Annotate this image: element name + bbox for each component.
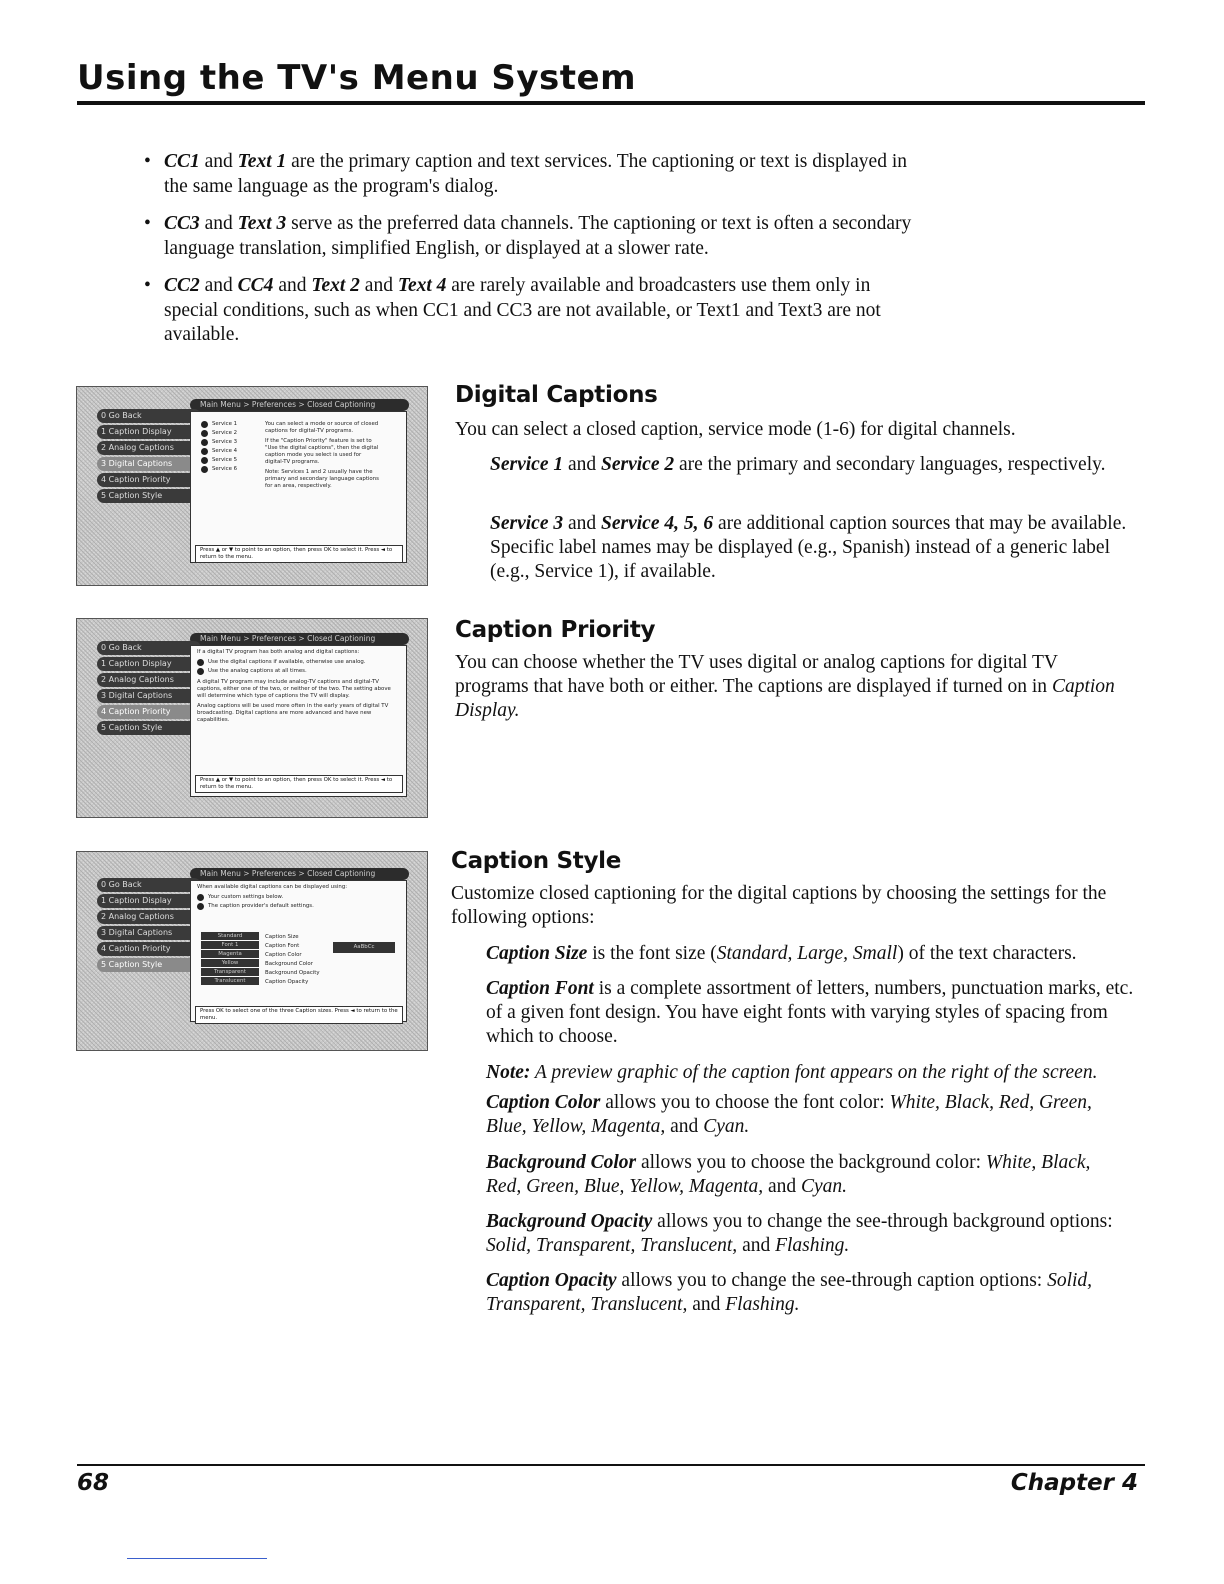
setting-value[interactable]: Magenta [201,950,259,958]
screen-header: Main Menu > Preferences > Closed Captioning [190,399,409,411]
option-list: When available digital captions can be displayed using: Your custom settings below. The caption provider's default settings. [197,884,391,912]
footer-rule [77,1464,1145,1466]
radio-icon [197,894,204,901]
option[interactable]: Your custom settings below. [197,894,391,901]
option[interactable]: The caption provider's default settings. [197,903,391,910]
style-note: Note: A preview graphic of the caption font appears on the right of the screen. [486,1062,1098,1083]
menu-item[interactable]: 5 Caption Style [97,489,201,503]
radio-icon [201,430,208,437]
setting-value[interactable]: Standard [201,932,259,940]
caption-opacity-desc: Caption Opacity allows you to change the see-through caption options: Solid, Transparent, Translucent, and Flashing. [486,1270,1093,1315]
setting-value[interactable]: Yellow [201,959,259,967]
help-text: You can select a mode or source of closed captions for digital-TV programs. If the "Caption Priority" feature is set to "Use the digital captions", then the digital caption mode you select is used for digital-TV programs. Note: Services 1 and 2 usually have the primary and secondary language captions for an area, respectively. [265,421,379,489]
menu-item[interactable]: 4 Caption Priority [97,473,201,487]
menu-item[interactable]: 3 Digital Captions [97,926,201,940]
menu-item[interactable]: 4 Caption Priority [97,705,201,719]
screenshot-caption-style [76,851,428,1051]
radio-icon [197,668,204,675]
bullet-cc2: • CC2 and CC4 and Text 2 and Text 4 are rarely available and broadcasters use them only in special conditions, such as when CC1 and CC3 are not available, or Text1 and Text3 are not available. [144,274,914,348]
side-menu [97,641,201,737]
option[interactable]: Service 4 [201,448,263,455]
menu-item[interactable]: 3 Digital Captions [97,689,201,703]
caption-color-desc: Caption Color allows you to choose the font color: White, Black, Red, Green, Blue, Yellow, Magenta, and Cyan. [486,1092,1092,1137]
menu-item[interactable]: 0 Go Back [97,878,201,892]
radio-icon [201,457,208,464]
option[interactable]: Service 6 [201,466,263,473]
setting-value[interactable]: Transparent [201,968,259,976]
menu-item[interactable]: 5 Caption Style [97,958,201,972]
screen-footer: Press ▲ or ▼ to point to an option, then press OK to select it. Press ◄ to return to the menu. [195,775,403,793]
section-heading-caption-priority: Caption Priority [455,617,656,643]
caption-font-desc: Caption Font is a complete assortment of letters, numbers, punctuation marks, etc. of a given font design. You have eight fonts with varying styles of spacing from which to choose. [486,978,1134,1047]
side-menu [97,409,201,505]
menu-item[interactable]: 3 Digital Captions [97,457,201,471]
menu-item[interactable]: 2 Analog Captions [97,910,201,924]
screen-footer: Press OK to select one of the three Caption sizes. Press ◄ to return to the menu. [195,1006,403,1024]
radio-icon [201,421,208,428]
screenshot-caption-priority [76,618,428,818]
option[interactable]: Service 1 [201,421,263,428]
bullet-list [144,150,914,361]
digital-intro: You can select a closed caption, service mode (1-6) for digital channels. [455,419,1016,440]
setting-labels: Caption Size Caption Font Caption Color Background Color Background Opacity Caption Opacity [265,934,320,985]
option[interactable]: Use the digital captions if available, otherwise use analog. [197,659,391,666]
menu-item[interactable]: 1 Caption Display [97,657,201,671]
option-list [201,421,263,475]
menu-item[interactable]: 0 Go Back [97,409,201,423]
option[interactable]: Service 5 [201,457,263,464]
help-text: If a digital TV program has both analog and digital captions: Use the digital captions if available, otherwise use analog. Use the analog captions at all times. A digital TV program may include analog-TV captions and digital-TV captions, either one of the two, or neither of the two. The setting above will determine which type of captions the TV will display. Analog captions will be used more often in the early years of digital TV broadcasting. Digital captions are more advanced and have new capabilities. [197,649,391,723]
radio-icon [197,659,204,666]
title-rule [77,101,1145,105]
side-menu [97,878,201,974]
priority-text: You can choose whether the TV uses digital or analog captions for digital TV programs that have both or either. The captions are displayed if turned on in Caption Display. [455,652,1115,721]
screen-header: Main Menu > Preferences > Closed Captioning [190,633,409,645]
bullet-cc1: • CC1 and Text 1 are the primary caption and text services. The captioning or text is displayed in the same language as the program's dialog. [144,150,914,199]
option[interactable]: Use the analog captions at all times. [197,668,391,675]
option[interactable]: Service 3 [201,439,263,446]
caption-size-desc: Caption Size is the font size (Standard, Large, Small) of the text characters. [486,943,1077,964]
screen-footer: Press ▲ or ▼ to point to an option, then press OK to select it. Press ◄ to return to the menu. [195,545,403,563]
digital-service-3-6: Service 3 and Service 4, 5, 6 are additional caption sources that may be available. Specific label names may be displayed (e.g., Spanish) instead of a generic label (e.g., Service 1), if available. [490,513,1127,582]
background-color-desc: Background Color allows you to choose the background color: White, Black, Red, Green, Blue, Yellow, Magenta, and Cyan. [486,1152,1091,1197]
radio-icon [201,448,208,455]
menu-item[interactable]: 2 Analog Captions [97,441,201,455]
menu-item[interactable]: 1 Caption Display [97,425,201,439]
setting-value[interactable]: Translucent [201,977,259,985]
radio-icon [201,466,208,473]
setting-bars [201,932,259,986]
chapter-label: Chapter 4 [1010,1470,1138,1496]
section-heading-caption-style: Caption Style [451,848,622,874]
bullet-cc3: • CC3 and Text 3 serve as the preferred data channels. The captioning or text is often a secondary language translation, simplified English, or displayed at a slower rate. [144,212,914,261]
setting-value[interactable]: Font 1 [201,941,259,949]
background-opacity-desc: Background Opacity allows you to change the see-through background options: Solid, Transparent, Translucent, and Flashing. [486,1211,1113,1256]
style-intro: Customize closed captioning for the digital captions by choosing the settings for the following options: [451,883,1107,928]
section-heading-digital-captions: Digital Captions [455,382,658,408]
digital-service-1-2: Service 1 and Service 2 are the primary and secondary languages, respectively. [490,454,1106,475]
option[interactable]: Service 2 [201,430,263,437]
font-preview: AaBbCc [333,942,395,953]
page-number: 68 [77,1470,110,1496]
menu-item[interactable]: 2 Analog Captions [97,673,201,687]
radio-icon [197,903,204,910]
menu-item[interactable]: 0 Go Back [97,641,201,655]
radio-icon [201,439,208,446]
menu-item[interactable]: 4 Caption Priority [97,942,201,956]
link-underline [127,1558,267,1559]
page-title: Using the TV's Menu System [77,58,636,98]
menu-item[interactable]: 1 Caption Display [97,894,201,908]
screenshot-digital-captions [76,386,428,586]
menu-item[interactable]: 5 Caption Style [97,721,201,735]
screen-header: Main Menu > Preferences > Closed Captioning [190,868,409,880]
